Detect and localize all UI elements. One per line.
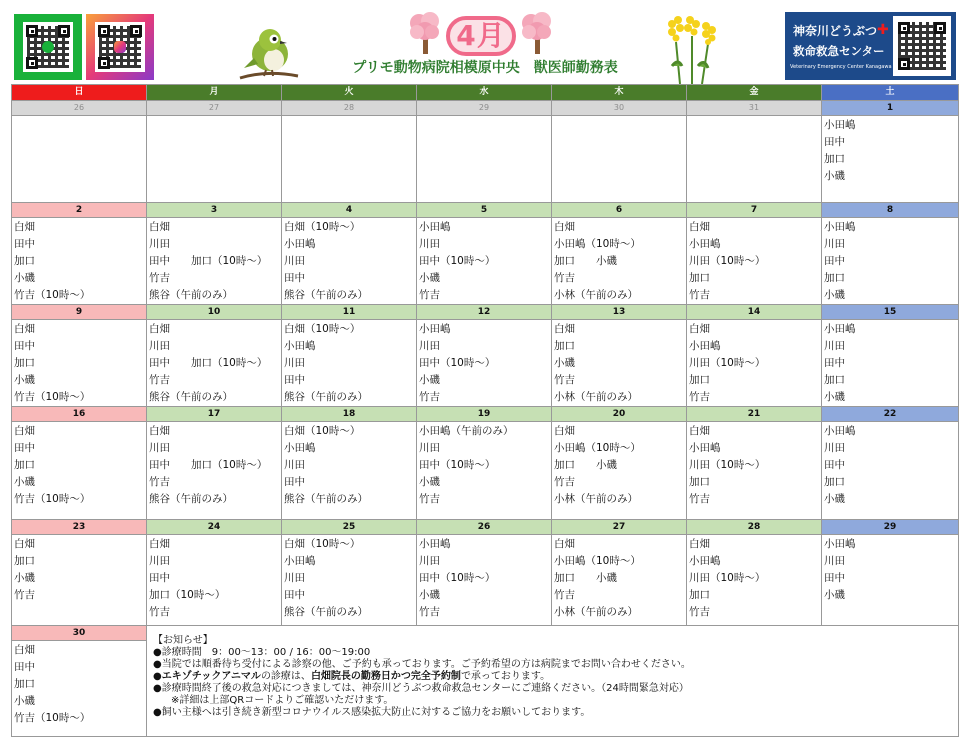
date-number: 26 xyxy=(417,520,552,535)
day-cell xyxy=(282,320,417,407)
staff-entry: 小田嶋 xyxy=(689,442,721,454)
staff-entry: 竹吉 xyxy=(14,589,35,601)
day-cell xyxy=(687,320,822,407)
notice-covid: ●飼い主様へは引き続き新型コロナウイルス感染拡大防止に対するご協力をお願いしております。 xyxy=(153,707,591,718)
date-number: 4 xyxy=(282,203,417,218)
staff-entry: 川田 xyxy=(284,572,305,584)
staff-entry: 川田 xyxy=(284,459,305,471)
staff-entry: 竹吉 xyxy=(149,476,170,488)
date-number: 20 xyxy=(552,407,687,422)
staff-entry: 田中 xyxy=(284,374,305,386)
staff-entry: 加口 xyxy=(14,357,35,369)
staff-list xyxy=(12,641,146,727)
staff-entry: 川田 xyxy=(149,238,170,250)
date-number: 1 xyxy=(822,101,959,116)
staff-entry: 小磯 xyxy=(419,272,440,284)
staff-entry: 川田 xyxy=(419,442,440,454)
staff-entry: 熊谷（午前のみ） xyxy=(284,289,368,301)
staff-entry: 白畑（10時～） xyxy=(284,221,361,233)
day-cell xyxy=(687,422,822,520)
week-4-body xyxy=(12,422,959,520)
staff-entry: 加口 xyxy=(689,374,710,386)
staff-entry: 加口 xyxy=(824,153,845,165)
staff-entry: 小田嶋（10時～） xyxy=(554,442,641,454)
date-number: 8 xyxy=(822,203,959,218)
staff-entry: 熊谷（午前のみ） xyxy=(149,391,233,403)
date-number: 15 xyxy=(822,305,959,320)
staff-entry: 田中 xyxy=(824,136,845,148)
staff-entry: 小田嶋 xyxy=(824,119,856,131)
prev-date: 29 xyxy=(417,101,552,116)
staff-entry: 田中 xyxy=(824,255,845,267)
date-number: 16 xyxy=(12,407,147,422)
staff-entry: 竹吉（10時～） xyxy=(14,289,91,301)
staff-entry: 川田 xyxy=(149,340,170,352)
red-cross-icon: ✚ xyxy=(877,22,889,38)
staff-entry: 白畑（10時～） xyxy=(284,323,361,335)
weekday-sat: 土 xyxy=(822,85,959,101)
staff-entry: 小磯 xyxy=(824,493,845,505)
staff-entry: 小磯 xyxy=(14,272,35,284)
day-cell xyxy=(282,535,417,626)
staff-entry: 小林（午前のみ） xyxy=(554,391,638,403)
week-2-body xyxy=(12,218,959,305)
staff-entry: 田中（10時～） xyxy=(419,255,496,267)
staff-entry: 竹吉 xyxy=(149,606,170,618)
day-cell xyxy=(147,116,282,203)
staff-entry: 小田嶋（午前のみ） xyxy=(419,425,514,437)
staff-entry: 白畑 xyxy=(149,221,170,233)
staff-entry: 川田 xyxy=(419,555,440,567)
staff-entry: 小磯 xyxy=(14,374,35,386)
staff-list xyxy=(822,422,958,508)
cherry-tree-icon xyxy=(410,10,440,54)
staff-entry: 白畑 xyxy=(689,425,710,437)
cherry-tree-icon xyxy=(522,10,552,54)
day-cell xyxy=(822,535,959,626)
staff-entry: 小田嶋 xyxy=(419,323,451,335)
staff-entry: 白畑 xyxy=(689,323,710,335)
staff-entry: 竹吉 xyxy=(554,476,575,488)
staff-entry: 加口 xyxy=(14,255,35,267)
staff-entry: 川田 xyxy=(284,357,305,369)
weekday-header-row xyxy=(12,85,959,101)
week-2-date-row xyxy=(12,203,959,218)
staff-list xyxy=(147,320,281,406)
month-label: 4月 xyxy=(446,16,516,56)
day-cell xyxy=(417,116,552,203)
date-number: 6 xyxy=(552,203,687,218)
date-number: 9 xyxy=(12,305,147,320)
staff-entry: 加口 xyxy=(824,476,845,488)
date-number: 28 xyxy=(687,520,822,535)
staff-list xyxy=(12,320,146,406)
day-cell xyxy=(552,535,687,626)
date-number: 2 xyxy=(12,203,147,218)
emergency-center-subtitle: Veterinary Emergency Center Kanagawa xyxy=(790,64,892,70)
notice-box xyxy=(147,626,959,737)
staff-entry: 小磯 xyxy=(419,476,440,488)
staff-list xyxy=(687,218,821,304)
date-number: 7 xyxy=(687,203,822,218)
day-cell xyxy=(417,422,552,520)
date-number: 17 xyxy=(147,407,282,422)
notice-heading: 【お知らせ】 xyxy=(153,635,213,646)
day-cell xyxy=(417,218,552,305)
staff-entry: 田中 xyxy=(824,357,845,369)
staff-entry: 熊谷（午前のみ） xyxy=(284,391,368,403)
weekday-sun: 日 xyxy=(12,85,147,101)
staff-entry: 白畑 xyxy=(149,323,170,335)
staff-entry: 川田 xyxy=(824,555,845,567)
staff-entry: 小林（午前のみ） xyxy=(554,493,638,505)
prev-date: 27 xyxy=(147,101,282,116)
staff-entry: 竹吉 xyxy=(554,272,575,284)
staff-entry: 小磯 xyxy=(824,170,845,182)
staff-entry: 川田（10時～） xyxy=(689,357,766,369)
weekday-mon: 月 xyxy=(147,85,282,101)
day-cell xyxy=(552,218,687,305)
date-number: 29 xyxy=(822,520,959,535)
staff-entry: 加口 xyxy=(554,340,575,352)
staff-entry: 竹吉 xyxy=(689,289,710,301)
page-title: プリモ動物病院相模原中央 獣医師勤務表 xyxy=(352,60,618,76)
staff-entry: 田中 xyxy=(284,476,305,488)
date-number: 23 xyxy=(12,520,147,535)
date-number: 25 xyxy=(282,520,417,535)
week-4-date-row xyxy=(12,407,959,422)
staff-entry: 白畑 xyxy=(554,221,575,233)
staff-list xyxy=(822,320,958,406)
day-cell xyxy=(282,218,417,305)
staff-entry: 田中 xyxy=(284,272,305,284)
day-cell xyxy=(552,422,687,520)
date-number: 21 xyxy=(687,407,822,422)
day-cell xyxy=(822,116,959,203)
staff-list xyxy=(12,422,146,508)
staff-entry: 白畑（10時～） xyxy=(284,425,361,437)
staff-list xyxy=(417,535,551,621)
staff-entry: 加口 小磯 xyxy=(554,459,617,471)
staff-entry: 熊谷（午前のみ） xyxy=(149,289,233,301)
notice-emergency: ●診療時間終了後の救急対応につきましては、神奈川どうぶつ救命救急センターにご連絡ください。（24時間緊急対応） xyxy=(153,683,689,694)
staff-list xyxy=(282,422,416,508)
staff-list xyxy=(687,535,821,621)
staff-entry: 小田嶋 xyxy=(419,538,451,550)
staff-list xyxy=(282,320,416,406)
day-cell xyxy=(417,535,552,626)
staff-entry: 加口 xyxy=(14,459,35,471)
day-cell xyxy=(822,218,959,305)
day-cell xyxy=(12,422,147,520)
staff-list xyxy=(12,218,146,304)
week-3-date-row xyxy=(12,305,959,320)
staff-entry: 田中 加口（10時～） xyxy=(149,357,268,369)
day-cell xyxy=(687,218,822,305)
staff-entry: 小林（午前のみ） xyxy=(554,606,638,618)
day-cell xyxy=(687,116,822,203)
staff-list xyxy=(147,218,281,304)
notice-exotic-bold-2: 白畑院長の勤務日かつ完全予約制 xyxy=(310,671,461,682)
staff-entry: 小田嶋 xyxy=(689,238,721,250)
staff-entry: 川田 xyxy=(149,442,170,454)
staff-entry: 田中 xyxy=(14,661,35,673)
day-cell xyxy=(12,320,147,407)
weekday-tue: 火 xyxy=(282,85,417,101)
staff-entry: 川田（10時～） xyxy=(689,255,766,267)
day-cell xyxy=(147,422,282,520)
staff-entry: 白畑 xyxy=(554,425,575,437)
staff-list xyxy=(552,422,686,508)
staff-entry: 白畑 xyxy=(554,323,575,335)
staff-entry: 小磯 xyxy=(824,289,845,301)
staff-entry: 白畑 xyxy=(14,538,35,550)
staff-entry: 田中 加口（10時～） xyxy=(149,255,268,267)
month-banner xyxy=(410,10,552,56)
staff-entry: 小田嶋 xyxy=(419,221,451,233)
staff-list xyxy=(552,320,686,406)
staff-entry: 川田（10時～） xyxy=(689,459,766,471)
staff-entry: 白畑 xyxy=(554,538,575,550)
staff-entry: 竹吉 xyxy=(689,493,710,505)
staff-entry: 田中（10時～） xyxy=(419,459,496,471)
staff-entry: 小磯 xyxy=(14,476,35,488)
staff-entry: 小田嶋 xyxy=(824,221,856,233)
staff-entry: 竹吉 xyxy=(149,374,170,386)
day-cell xyxy=(282,422,417,520)
staff-entry: 川田 xyxy=(824,340,845,352)
staff-list xyxy=(687,422,821,508)
day-cell xyxy=(147,218,282,305)
staff-entry: 田中 xyxy=(149,572,170,584)
staff-entry: 竹吉（10時～） xyxy=(14,493,91,505)
day-cell xyxy=(12,218,147,305)
staff-entry: 加口 xyxy=(14,555,35,567)
staff-list xyxy=(147,535,281,621)
weekday-fri: 金 xyxy=(687,85,822,101)
staff-entry: 小磯 xyxy=(14,695,35,707)
day-cell xyxy=(282,116,417,203)
week-1-date-row xyxy=(12,101,959,116)
staff-entry: 小田嶋（10時～） xyxy=(554,238,641,250)
day-cell xyxy=(12,626,147,737)
staff-entry: 田中（10時～） xyxy=(419,357,496,369)
staff-entry: 小磯 xyxy=(419,374,440,386)
staff-list xyxy=(282,218,416,304)
staff-entry: 小磯 xyxy=(554,357,575,369)
staff-list xyxy=(417,218,551,304)
staff-list xyxy=(417,422,551,508)
staff-entry: 田中 xyxy=(824,459,845,471)
staff-entry: 小田嶋 xyxy=(284,238,316,250)
staff-entry: 小田嶋 xyxy=(689,555,721,567)
day-cell xyxy=(12,535,147,626)
staff-list xyxy=(552,218,686,304)
staff-entry: 竹吉（10時～） xyxy=(14,712,91,724)
emergency-center-qr-code[interactable] xyxy=(893,16,951,76)
staff-list xyxy=(822,535,958,604)
staff-entry: 白畑 xyxy=(14,221,35,233)
notice-exotic-bold: エキゾチックアニマル xyxy=(161,671,261,682)
staff-entry: 加口 小磯 xyxy=(554,572,617,584)
date-number: 5 xyxy=(417,203,552,218)
week-5-date-row xyxy=(12,520,959,535)
staff-entry: 竹吉 xyxy=(689,391,710,403)
day-cell xyxy=(147,535,282,626)
staff-list xyxy=(687,320,821,406)
staff-entry: 小田嶋 xyxy=(284,340,316,352)
notice-reservation: ●当院では順番待ち受付による診察の他、ご予約も承っております。ご予約希望の方は病院までお問い合わせください。 xyxy=(153,659,691,670)
staff-entry: 竹吉 xyxy=(419,493,440,505)
staff-entry: 川田（10時～） xyxy=(689,572,766,584)
staff-entry: 竹吉 xyxy=(554,589,575,601)
date-number: 13 xyxy=(552,305,687,320)
date-number: 30 xyxy=(12,626,146,641)
staff-entry: 白畑 xyxy=(14,644,35,656)
staff-entry: 加口 xyxy=(689,589,710,601)
line-qr-code[interactable] xyxy=(14,14,82,80)
staff-entry: 小磯 xyxy=(14,572,35,584)
staff-entry: 加口 xyxy=(689,476,710,488)
weekday-thu: 木 xyxy=(552,85,687,101)
staff-entry: 小磯 xyxy=(824,391,845,403)
prev-date: 26 xyxy=(12,101,147,116)
staff-entry: 白畑 xyxy=(149,425,170,437)
staff-list xyxy=(822,116,958,185)
day-cell xyxy=(12,116,147,203)
date-number: 27 xyxy=(552,520,687,535)
staff-list xyxy=(552,535,686,621)
staff-list xyxy=(282,535,416,621)
date-number: 22 xyxy=(822,407,959,422)
staff-entry: 白畑 xyxy=(689,221,710,233)
staff-entry: 竹吉（10時～） xyxy=(14,391,91,403)
date-number: 18 xyxy=(282,407,417,422)
staff-entry: 熊谷（午前のみ） xyxy=(284,606,368,618)
staff-entry: 小田嶋（10時～） xyxy=(554,555,641,567)
staff-entry: 小田嶋 xyxy=(824,323,856,335)
staff-entry: 田中 xyxy=(824,572,845,584)
staff-entry: 川田 xyxy=(284,255,305,267)
staff-entry: 田中（10時～） xyxy=(419,572,496,584)
week-5-body xyxy=(12,535,959,626)
weekday-wed: 水 xyxy=(417,85,552,101)
staff-entry: 竹吉 xyxy=(554,374,575,386)
staff-entry: 竹吉 xyxy=(149,272,170,284)
emergency-center-name: 神奈川どうぶつ xyxy=(793,24,878,38)
date-number: 3 xyxy=(147,203,282,218)
staff-entry: 小磯 xyxy=(419,589,440,601)
staff-entry: 小田嶋 xyxy=(824,538,856,550)
day-cell xyxy=(552,320,687,407)
staff-entry: 熊谷（午前のみ） xyxy=(284,493,368,505)
staff-entry: 小田嶋 xyxy=(689,340,721,352)
day-cell xyxy=(822,320,959,407)
day-cell xyxy=(822,422,959,520)
staff-entry: 加口 xyxy=(824,374,845,386)
staff-entry: 川田 xyxy=(149,555,170,567)
staff-entry: 加口 xyxy=(824,272,845,284)
prev-date: 31 xyxy=(687,101,822,116)
staff-entry: 竹吉 xyxy=(419,391,440,403)
staff-entry: 白畑（10時～） xyxy=(284,538,361,550)
staff-entry: 川田 xyxy=(824,442,845,454)
staff-entry: 田中 xyxy=(14,442,35,454)
prev-date: 28 xyxy=(282,101,417,116)
date-number: 14 xyxy=(687,305,822,320)
staff-entry: 竹吉 xyxy=(689,606,710,618)
date-number: 10 xyxy=(147,305,282,320)
staff-list xyxy=(12,535,146,604)
staff-list xyxy=(147,422,281,508)
date-number: 12 xyxy=(417,305,552,320)
staff-entry: 加口 xyxy=(14,678,35,690)
staff-entry: 川田 xyxy=(419,340,440,352)
staff-entry: 白畑 xyxy=(14,323,35,335)
day-cell xyxy=(147,320,282,407)
prev-date: 30 xyxy=(552,101,687,116)
date-number: 19 xyxy=(417,407,552,422)
staff-entry: 小林（午前のみ） xyxy=(554,289,638,301)
staff-entry: 竹吉 xyxy=(419,289,440,301)
staff-entry: 加口 小磯 xyxy=(554,255,617,267)
instagram-qr-code[interactable] xyxy=(86,14,154,80)
staff-entry: 白畑 xyxy=(14,425,35,437)
day-cell xyxy=(687,535,822,626)
staff-entry: 加口（10時～） xyxy=(149,589,226,601)
date-number: 24 xyxy=(147,520,282,535)
date-number: 11 xyxy=(282,305,417,320)
staff-entry: 小田嶋 xyxy=(284,555,316,567)
staff-entry: 小田嶋 xyxy=(824,425,856,437)
week-3-body xyxy=(12,320,959,407)
staff-entry: 田中 加口（10時～） xyxy=(149,459,268,471)
day-cell xyxy=(417,320,552,407)
staff-entry: 川田 xyxy=(419,238,440,250)
week-1-body xyxy=(12,116,959,203)
notice-exotic: ●エキゾチックアニマルの診療は、白畑院長の勤務日かつ完全予約制で承っております。 xyxy=(153,671,551,682)
staff-entry: 加口 xyxy=(689,272,710,284)
staff-entry: 小磯 xyxy=(824,589,845,601)
staff-entry: 熊谷（午前のみ） xyxy=(149,493,233,505)
staff-list xyxy=(822,218,958,304)
staff-entry: 田中 xyxy=(14,238,35,250)
staff-entry: 田中 xyxy=(14,340,35,352)
staff-entry: 川田 xyxy=(824,238,845,250)
emergency-center-name-2: 救命救急センター xyxy=(793,44,885,58)
bird-illustration xyxy=(236,24,302,82)
schedule-calendar xyxy=(11,84,958,731)
staff-entry: 小田嶋 xyxy=(284,442,316,454)
staff-entry: 白畑 xyxy=(689,538,710,550)
staff-list xyxy=(417,320,551,406)
notice-emergency-note: ※詳細は上部QRコードよりご確認いただけます。 xyxy=(171,695,394,706)
staff-entry: 竹吉 xyxy=(419,606,440,618)
day-cell xyxy=(552,116,687,203)
notice-hours: ●診療時間 9：00～13：00 / 16：00～19:00 xyxy=(153,647,371,658)
staff-entry: 白畑 xyxy=(149,538,170,550)
rapeseed-flower-illustration xyxy=(662,14,722,84)
staff-entry: 田中 xyxy=(284,589,305,601)
